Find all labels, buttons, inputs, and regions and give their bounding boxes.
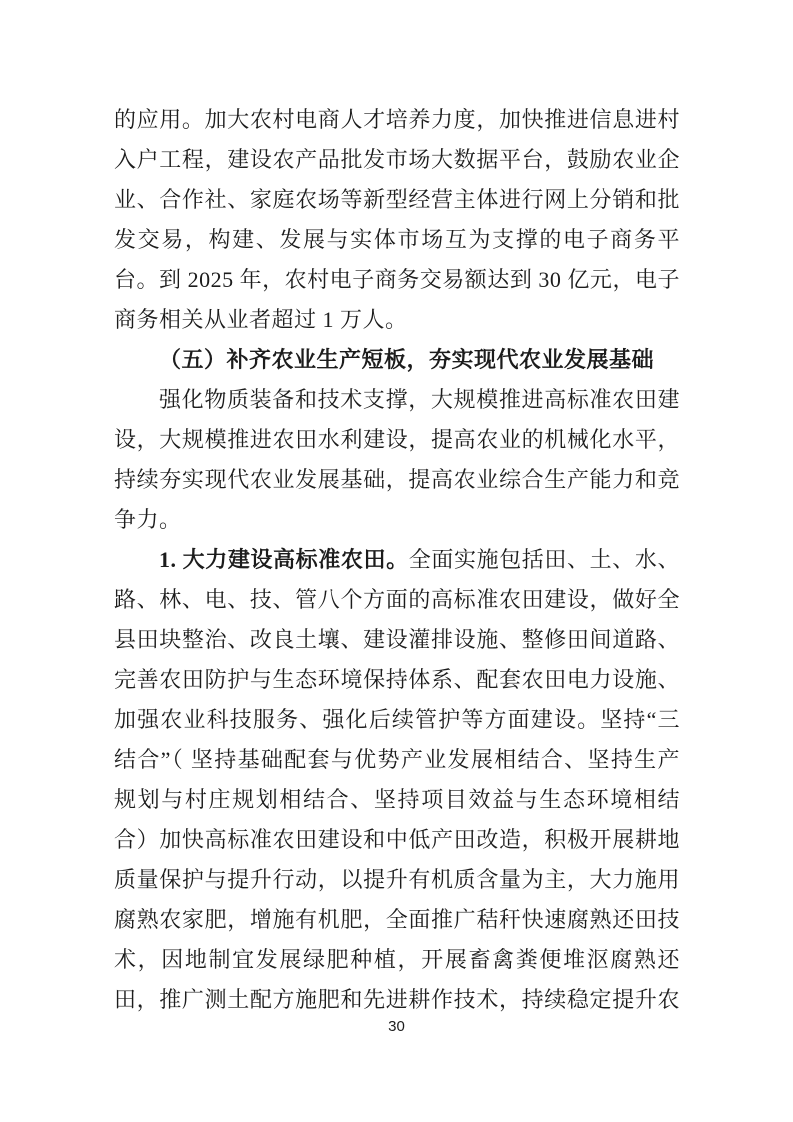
paragraph-foundation	[114, 380, 680, 540]
text-line: 腐熟农家肥，增施有机肥，全面推广秸秆快速腐熟还田技	[114, 907, 680, 932]
text-line: 发交易，构建、发展与实体市场互为支撑的电子商务平	[114, 227, 680, 252]
text-line: 的应用。加大农村电商人才培养力度，加快推进信息进村	[114, 107, 680, 132]
text-line: 强化物质装备和技术支撑，大规模推进高标准农田建	[159, 387, 680, 412]
text-line: 入户工程，建设农产品批发市场大数据平台，鼓励农业企	[114, 147, 680, 172]
text-line: 争力。	[114, 507, 182, 532]
text-line: 合）加快高标准农田建设和中低产田改造，积极开展耕地	[114, 827, 680, 852]
paragraph-ecommerce	[114, 100, 680, 340]
text-line: 田，推广测土配方施肥和先进耕作技术，持续稳定提升农	[114, 987, 680, 1012]
section-heading: （五）补齐农业生产短板，夯实现代农业发展基础	[159, 347, 655, 372]
text-line: 设，大规模推进农田水利建设，提高农业的机械化水平，	[114, 427, 680, 452]
text-line: 持续夯实现代农业发展基础，提高农业综合生产能力和竞	[114, 467, 680, 492]
text-line: 县田块整治、改良土壤、建设灌排设施、整修田间道路、	[114, 627, 680, 652]
text-line: 完善农田防护与生态环境保持体系、配套农田电力设施、	[114, 667, 680, 692]
paragraph-farmland	[114, 540, 680, 1020]
text-line: 业、合作社、家庭农场等新型经营主体进行网上分销和批	[114, 187, 680, 212]
text-line: 加强农业科技服务、强化后续管护等方面建设。坚持“三	[114, 707, 680, 732]
text-line: 质量保护与提升行动，以提升有机质含量为主，大力施用	[114, 867, 680, 892]
text-line: 台。到 2025 年，农村电子商务交易额达到 30 亿元，电子	[114, 267, 680, 292]
page-number: 30	[388, 1018, 405, 1035]
text-line: 规划与村庄规划相结合、坚持项目效益与生态环境相结	[114, 787, 680, 812]
text-line: 术，因地制宜发展绿肥种植，开展畜禽粪便堆沤腐熟还	[114, 947, 680, 972]
item-lead-rest: 全面实施包括田、土、水、	[408, 547, 680, 572]
text-line: 结合”（ 坚持基础配套与优势产业发展相结合、坚持生产	[114, 747, 680, 772]
page-content	[114, 100, 680, 1020]
text-line: 路、林、电、技、管八个方面的高标准农田建设，做好全	[114, 587, 680, 612]
text-line	[114, 540, 680, 580]
text-line: 商务相关从业者超过 1 万人。	[114, 307, 408, 332]
item-lead-bold: 1. 大力建设高标准农田。	[159, 547, 409, 572]
